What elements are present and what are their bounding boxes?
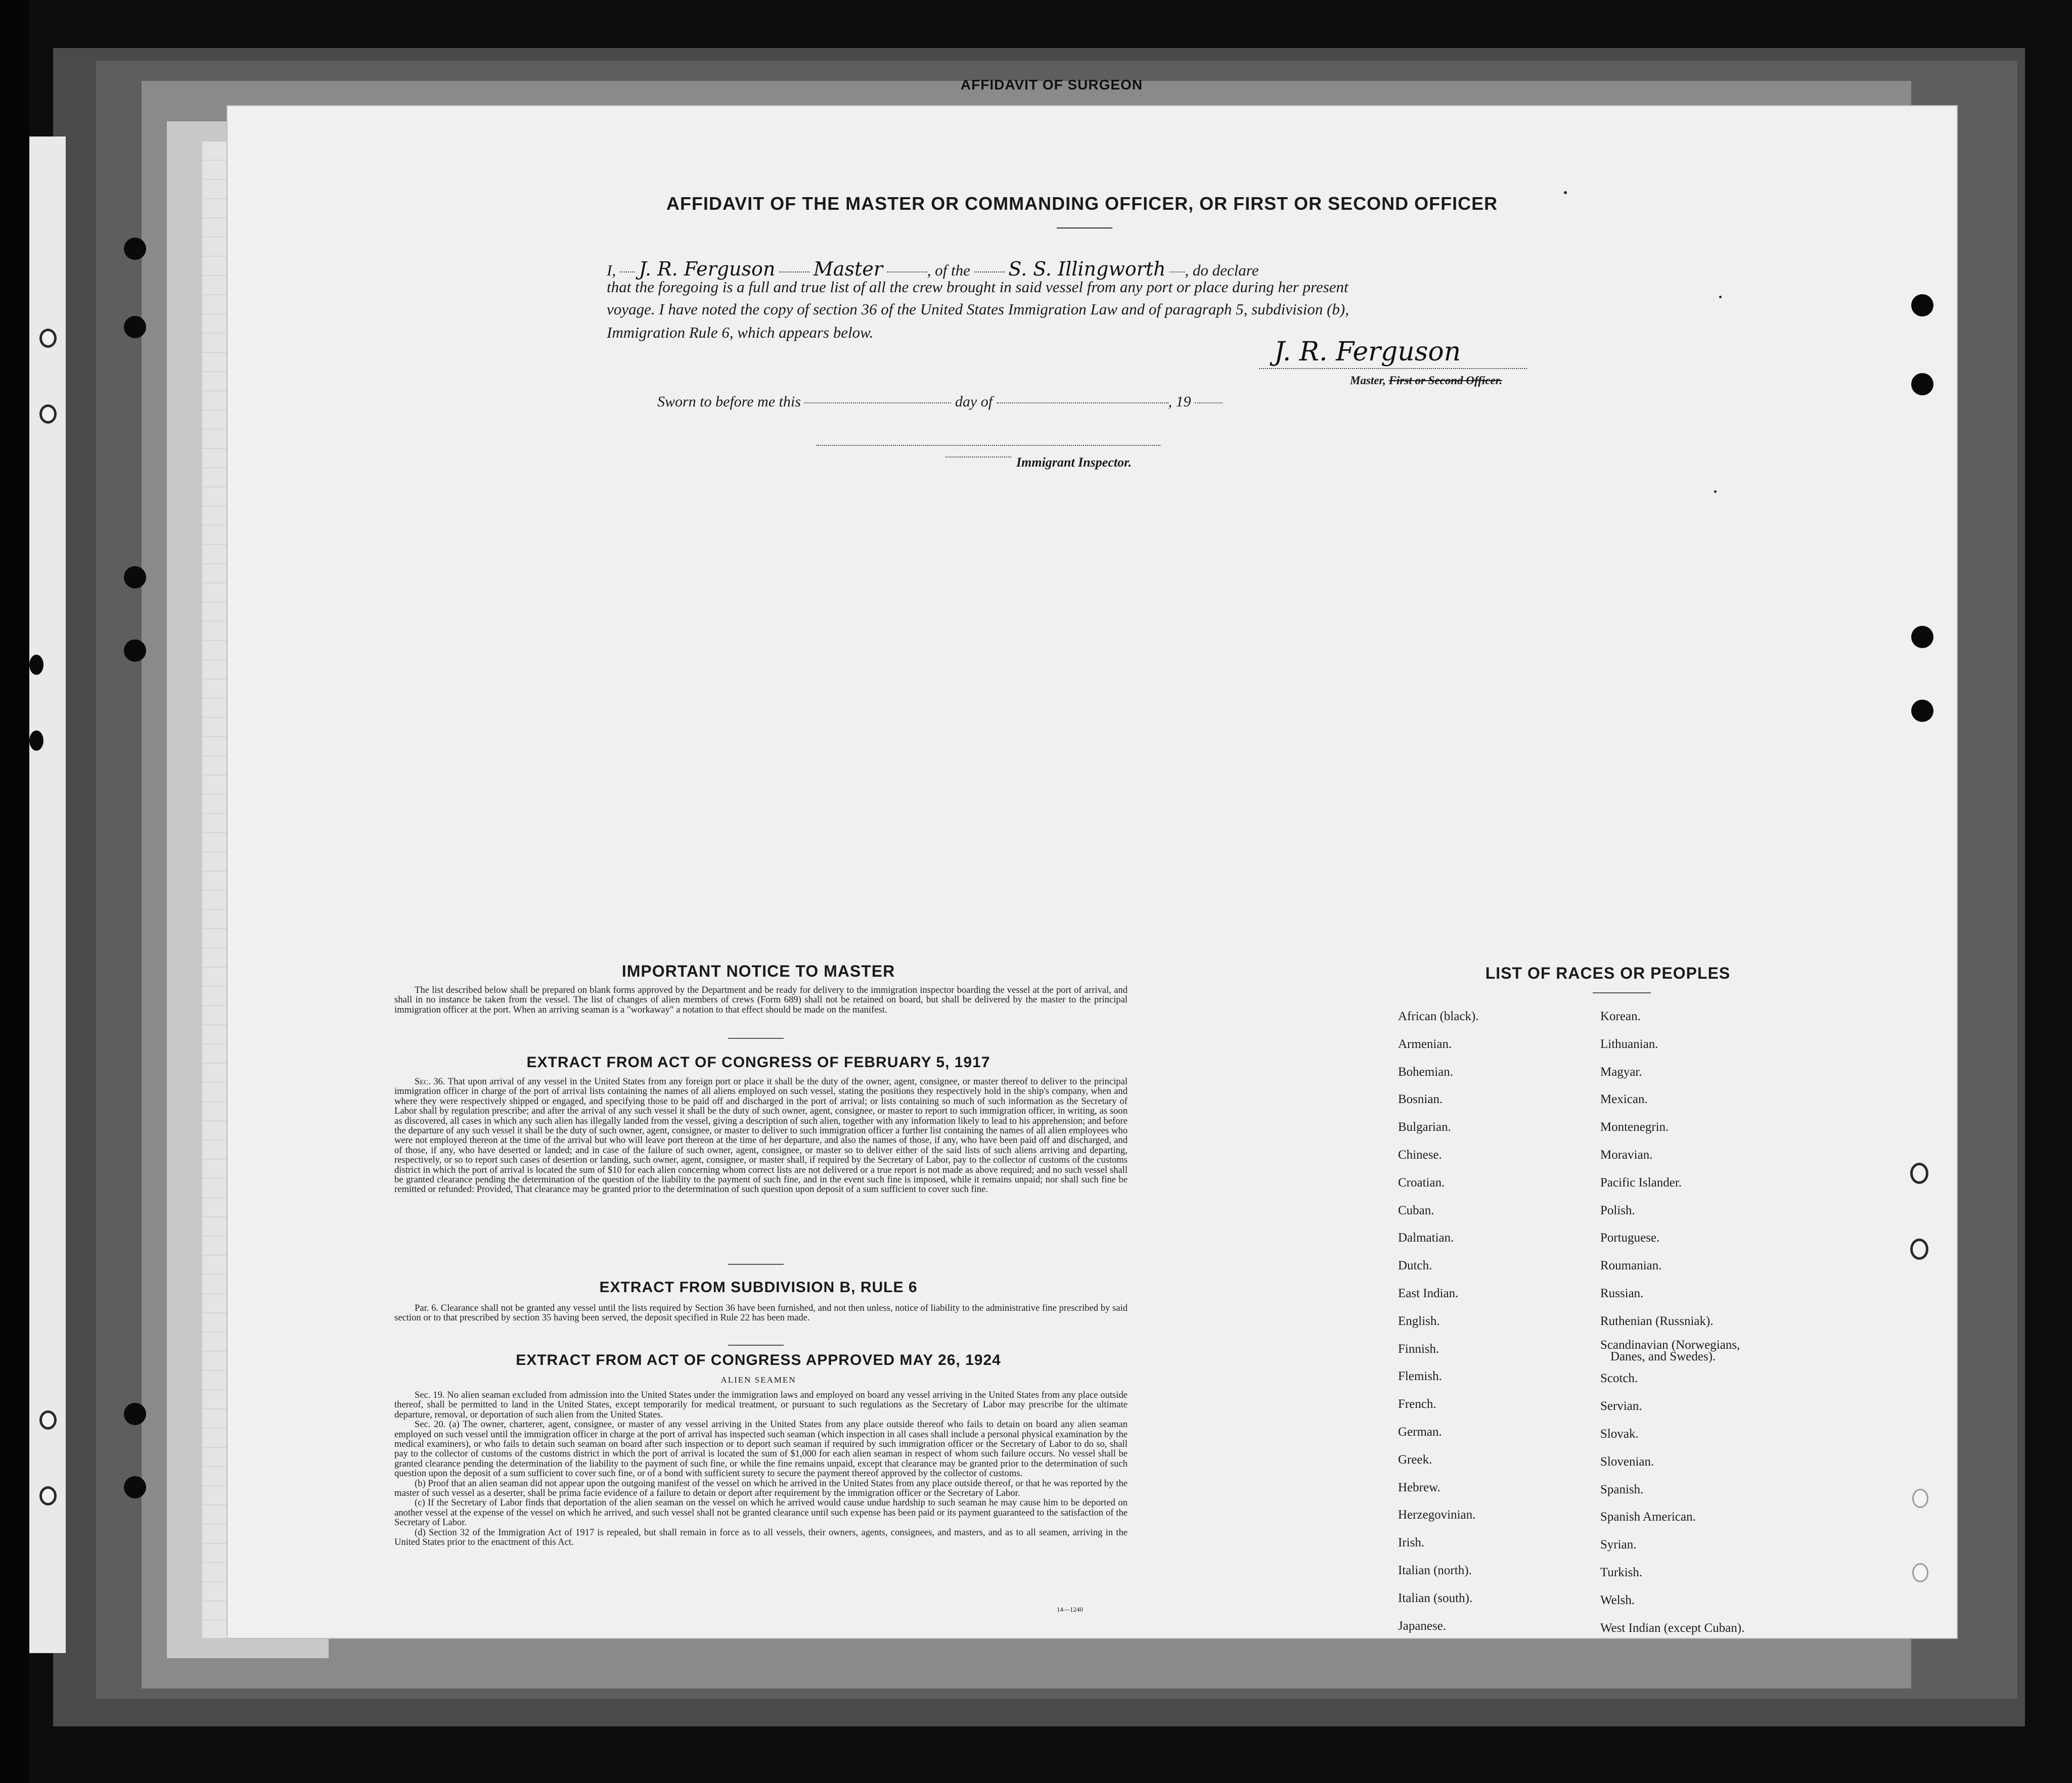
punch-hole: [29, 730, 43, 751]
race-item: Pacific Islander.: [1600, 1175, 1682, 1190]
caption-master: Master,: [1350, 374, 1386, 387]
section-rule: [728, 1345, 784, 1346]
section-rule: [728, 1264, 784, 1265]
punch-hole: [29, 655, 43, 675]
punch-hole: [39, 404, 57, 424]
punch-hole: [124, 1476, 146, 1498]
master-name-handwritten: J. R. Ferguson: [639, 258, 776, 280]
scan-speck: [1564, 191, 1567, 194]
vessel-name-handwritten: S. S. Illingworth: [1008, 258, 1166, 280]
punch-hole: [1911, 373, 1933, 395]
signature-line: [1259, 368, 1527, 369]
extract-1917-title: EXTRACT FROM ACT OF CONGRESS OF FEBRUARY 5, 1917: [526, 1054, 990, 1071]
punch-hole: [1911, 294, 1933, 316]
race-item: Mexican.: [1600, 1092, 1648, 1107]
declaration-prefix: I,: [607, 261, 616, 279]
race-item: Italian (north).: [1398, 1564, 1472, 1577]
extract-1917-body: That upon arrival of any vessel in the United States from any foreign port or place it shall be the duty of the owner, agent, consignee, or master thereof to deliver to the principal immigration officer in charge of the port of arrival lists containing the names of all aliens employed on such vessel, stating the positions they respectively hold in the ship's company, when and where they were respectively shipped or engaged, and specifying those to be paid off and discharged in the port of arrival; or lists containing so much of such information as the Secretary of Labor shall by regulation prescribe; and after the arrival of any such vessel it shall be the duty of such owner, agent, consignee, or master to report to such immigration officer, in writing, as soon as discovered, all cases in which any such alien has illegally landed from the vessel, giving a description of such alien, together with any information likely to lead to his apprehension; and before the departure of any such vessel it shall be the duty of such owner, agent, consignee, or master to deliver to such immigration officer a further list containing the names of all alien employees who were not employed thereon at the time of the arrival but who will leave port thereon at the time of her departure, and also the names of those, if any, who have been paid off and discharged, and of those, if any, who have deserted or landed; and in case of the failure of such owner, agent, consignee, or master so to deliver either of the said lists of such aliens arriving and departing, respectively, or so to report such cases of desertion or landing, such owner, agent, consignee, or master shall, if required by the Secretary of Labor, pay to the collector of customs of the customs district in which the port of arrival is located the sum of $10 for each alien concerning whom correct lists are not delivered or a true report is not made as above required; and no such vessel shall be granted clearance pending the determination of the question of the liability to the payment of such fine, and in the event such fine is imposed, while it remains unpaid; nor shall such fine be remitted or refunded: Provided, That clearance may be granted prior to the determination of such question upon deposit of a sum sufficient to cover such fine.: [394, 1076, 1128, 1195]
master-signature: J. R. Ferguson: [1274, 337, 1461, 367]
sworn-line: [657, 393, 1223, 410]
form-number: 14—1240: [1057, 1606, 1083, 1613]
race-item: Lithuanian.: [1600, 1037, 1658, 1051]
scan-speck: [1719, 296, 1722, 298]
extract-rule6-body: Par. 6. Clearance shall not be granted any vessel until the lists required by Section 36 have been furnished, and not then unless, notice of liability to the administrative fine prescribed by said section or to that prescribed by section 35 having been served, the deposit specified in Rule 22 has been made.: [394, 1303, 1128, 1323]
race-item: Greek.: [1398, 1452, 1432, 1467]
race-item: Magyar.: [1600, 1065, 1642, 1079]
notice-title: IMPORTANT NOTICE TO MASTER: [621, 962, 895, 980]
race-item: Dutch.: [1398, 1259, 1432, 1273]
punch-hole: [1910, 1239, 1928, 1260]
race-item: Spanish American.: [1600, 1510, 1696, 1524]
punch-hole: [124, 1403, 146, 1425]
extract-1917-text: [394, 1077, 1128, 1195]
punch-hole: [39, 1410, 57, 1430]
surgeon-affidavit-heading: AFFIDAVIT OF SURGEON: [960, 77, 1143, 93]
race-item: English.: [1398, 1314, 1440, 1328]
sec-20b-text: (b) Proof that an alien seaman did not appear upon the outgoing manifest of the vessel on which he arrived in the United States from any place outside thereof, or that he was reported by the master of such vessel as a deserter, shall be prima facie evidence of a failure to detain or deport after requirement by the immigration officer or the Secretary of Labor.: [394, 1478, 1128, 1499]
race-item: Scotch.: [1600, 1371, 1638, 1386]
notice-text: [394, 985, 1128, 1015]
punch-hole: [124, 566, 146, 588]
notice-body: The list described below shall be prepared on blank forms approved by the Department and be ready for delivery to the immigration inspector boarding the vessel at the port of arrival, and shall in no instance be taken from the vessel. The list of changes of alien members of crews (Form 689) shall not be retained on board, but shall be delivered by the master to the principal immigration officer at the port. When an arriving seaman is a "workaway" a notation to that effect should be made on the manifest.: [394, 985, 1128, 1015]
race-item: Chinese.: [1398, 1148, 1442, 1162]
races-title: LIST OF RACES OR PEOPLES: [1485, 964, 1731, 982]
caption-struck-officer: First or Second Officer.: [1388, 374, 1503, 387]
race-item-continuation: Danes, and Swedes).: [1610, 1350, 1716, 1363]
race-item: Portuguese.: [1600, 1231, 1660, 1245]
section-label: Sec. 36.: [415, 1076, 445, 1087]
blank-line: [1195, 402, 1223, 403]
race-item: Roumanian.: [1600, 1259, 1662, 1273]
race-item: Turkish.: [1600, 1566, 1643, 1579]
punch-hole: [1912, 1563, 1928, 1582]
of-the-text: , of the: [927, 261, 970, 279]
race-item: Dalmatian.: [1398, 1231, 1454, 1245]
race-item: Slovak.: [1600, 1427, 1639, 1441]
punch-hole: [39, 329, 57, 348]
race-item: Finnish.: [1398, 1342, 1439, 1356]
inspector-caption: Immigrant Inspector.: [1016, 455, 1132, 470]
punch-hole: [124, 238, 146, 260]
race-item: Bulgarian.: [1398, 1120, 1451, 1134]
sec-20c-text: (c) If the Secretary of Labor finds that deportation of the alien seaman on the vessel on which he arrived would cause undue hardship to such seaman he may cause him to be deported on another vessel at the expense of the vessel on which he arrived, and such vessel shall not be granted clearance until such expense has been paid or its payment guaranteed to the satisfaction of the Secretary of Labor.: [394, 1497, 1128, 1528]
race-item: Irish.: [1398, 1536, 1425, 1550]
race-item: African (black).: [1398, 1010, 1479, 1023]
race-item: Hebrew.: [1398, 1480, 1440, 1494]
race-item: Russian.: [1600, 1287, 1644, 1300]
blank-line: [779, 271, 809, 272]
race-item: West Indian (except Cuban).: [1600, 1621, 1745, 1635]
signature-caption: [1350, 374, 1502, 387]
punch-hole: [1911, 700, 1933, 722]
inspector-signature-line: [817, 445, 1160, 446]
sworn-year-label: , 19: [1168, 393, 1191, 410]
race-item: Armenian.: [1398, 1037, 1452, 1051]
race-item: Scandinavian (Norwegians,: [1600, 1338, 1740, 1352]
race-item: East Indian.: [1398, 1287, 1459, 1300]
sec-19-text: Sec. 19. No alien seaman excluded from admission into the United States under the immigration laws and employed on board any vessel arriving in the United States from any place outside thereof, shall be permitted to land in the United States, except temporarily for medical treatment, or pursuant to such regulations as the Secretary of Labor may prescribe for the ultimate departure, removal, or deportation of such alien from the United States.: [394, 1390, 1128, 1420]
punch-hole: [124, 639, 146, 662]
declaration-line: [607, 258, 1575, 280]
race-item: Montenegrin.: [1600, 1120, 1669, 1134]
extract-1924-title: EXTRACT FROM ACT OF CONGRESS APPROVED MAY 26, 1924: [516, 1352, 1001, 1368]
title-rule: [1057, 227, 1112, 228]
race-item: Italian (south).: [1398, 1591, 1473, 1605]
race-item: Ruthenian (Russniak).: [1600, 1314, 1714, 1328]
race-item: Cuban.: [1398, 1203, 1434, 1217]
scan-left-edge: [0, 0, 29, 1783]
punch-hole: [124, 316, 146, 338]
race-item: Polish.: [1600, 1203, 1635, 1217]
punch-hole: [39, 1486, 57, 1505]
punch-hole: [1911, 626, 1933, 648]
race-item: Moravian.: [1600, 1148, 1653, 1162]
blank-line: [997, 402, 1168, 403]
race-item: Bosnian.: [1398, 1092, 1443, 1107]
sworn-prefix: Sworn to before me this: [657, 393, 801, 410]
race-item: Herzegovinian.: [1398, 1508, 1476, 1522]
punch-hole: [1912, 1489, 1928, 1508]
punch-hole: [1910, 1163, 1928, 1184]
race-item: Syrian.: [1600, 1538, 1637, 1552]
do-declare-text: , do declare: [1185, 261, 1259, 279]
race-item: Korean.: [1600, 1010, 1641, 1023]
extract-rule6-text: [394, 1303, 1128, 1323]
scan-speck: [1714, 490, 1717, 493]
race-item: German.: [1398, 1425, 1442, 1439]
race-item: Croatian.: [1398, 1175, 1445, 1190]
blank-line: [804, 402, 951, 403]
blank-line: [974, 271, 1005, 272]
blank-line: [1169, 271, 1185, 272]
extract-rule6-title: EXTRACT FROM SUBDIVISION B, RULE 6: [599, 1279, 918, 1296]
race-item: French.: [1398, 1397, 1436, 1411]
declaration-line: voyage. I have noted the copy of section 36 of the United States Immigration Law and of paragraph 5, subdivision (b),: [607, 300, 1349, 318]
race-item: Japanese.: [1398, 1619, 1447, 1633]
race-item: Slovenian.: [1600, 1454, 1654, 1469]
declaration-line: that the foregoing is a full and true list of all the crew brought in said vessel from any port or place during her present: [607, 278, 1348, 296]
section-rule: [728, 1038, 784, 1039]
affidavit-title: AFFIDAVIT OF THE MASTER OR COMMANDING OFFICER, OR FIRST OR SECOND OFFICER: [666, 193, 1498, 214]
sec-20a-text: Sec. 20. (a) The owner, charterer, agent, consignee, or master of any vessel arriving in the United States from any place outside thereof who fails to detain on board any alien seaman employed on such vessel until the immigration officer in charge at the port of arrival has inspected such seaman (which inspection in all cases shall include a personal physical examination by the medical examiners), or who fails to detain such seaman on board after such inspection or to deport such seaman if required by such immigration officer or the Secretary of Labor to do so, shall pay to the collector of customs of the customs district in which the port of arrival is located the sum of $1,000 for each alien seaman in respect of whom such failure occurs. No vessel shall be granted clearance pending the determination of the liability to the payment of such fine, or while the fine remains unpaid, except that clearance may be granted prior to the determination of such question upon the deposit of a sum sufficient to cover such fine, or of a bond with sufficient surety to secure the payment thereof approved by the collector of customs.: [394, 1419, 1128, 1479]
master-role-handwritten: Master: [813, 258, 883, 280]
declaration-line: Immigration Rule 6, which appears below.: [607, 324, 874, 341]
race-item: Welsh.: [1600, 1593, 1635, 1607]
race-item: Spanish.: [1600, 1482, 1644, 1496]
alien-seamen-subtitle: ALIEN SEAMEN: [720, 1375, 796, 1385]
race-item: Servian.: [1600, 1399, 1642, 1413]
sec-20d-text: (d) Section 32 of the Immigration Act of 1917 is repealed, but shall remain in force as to all vessels, their owners, agents, consignees, and masters, and as to all seamen, arriving in the United States prior to the enactment of this Act.: [394, 1527, 1128, 1548]
extract-1924-text: [394, 1390, 1128, 1547]
blank-line: [620, 271, 635, 272]
race-item: Flemish.: [1398, 1369, 1442, 1384]
title-rule: [1593, 992, 1651, 993]
inspector-dotted-lead: [945, 456, 1011, 458]
blank-line: [887, 271, 927, 272]
race-item: Bohemian.: [1398, 1065, 1454, 1079]
sworn-day-label: day of: [955, 393, 993, 410]
